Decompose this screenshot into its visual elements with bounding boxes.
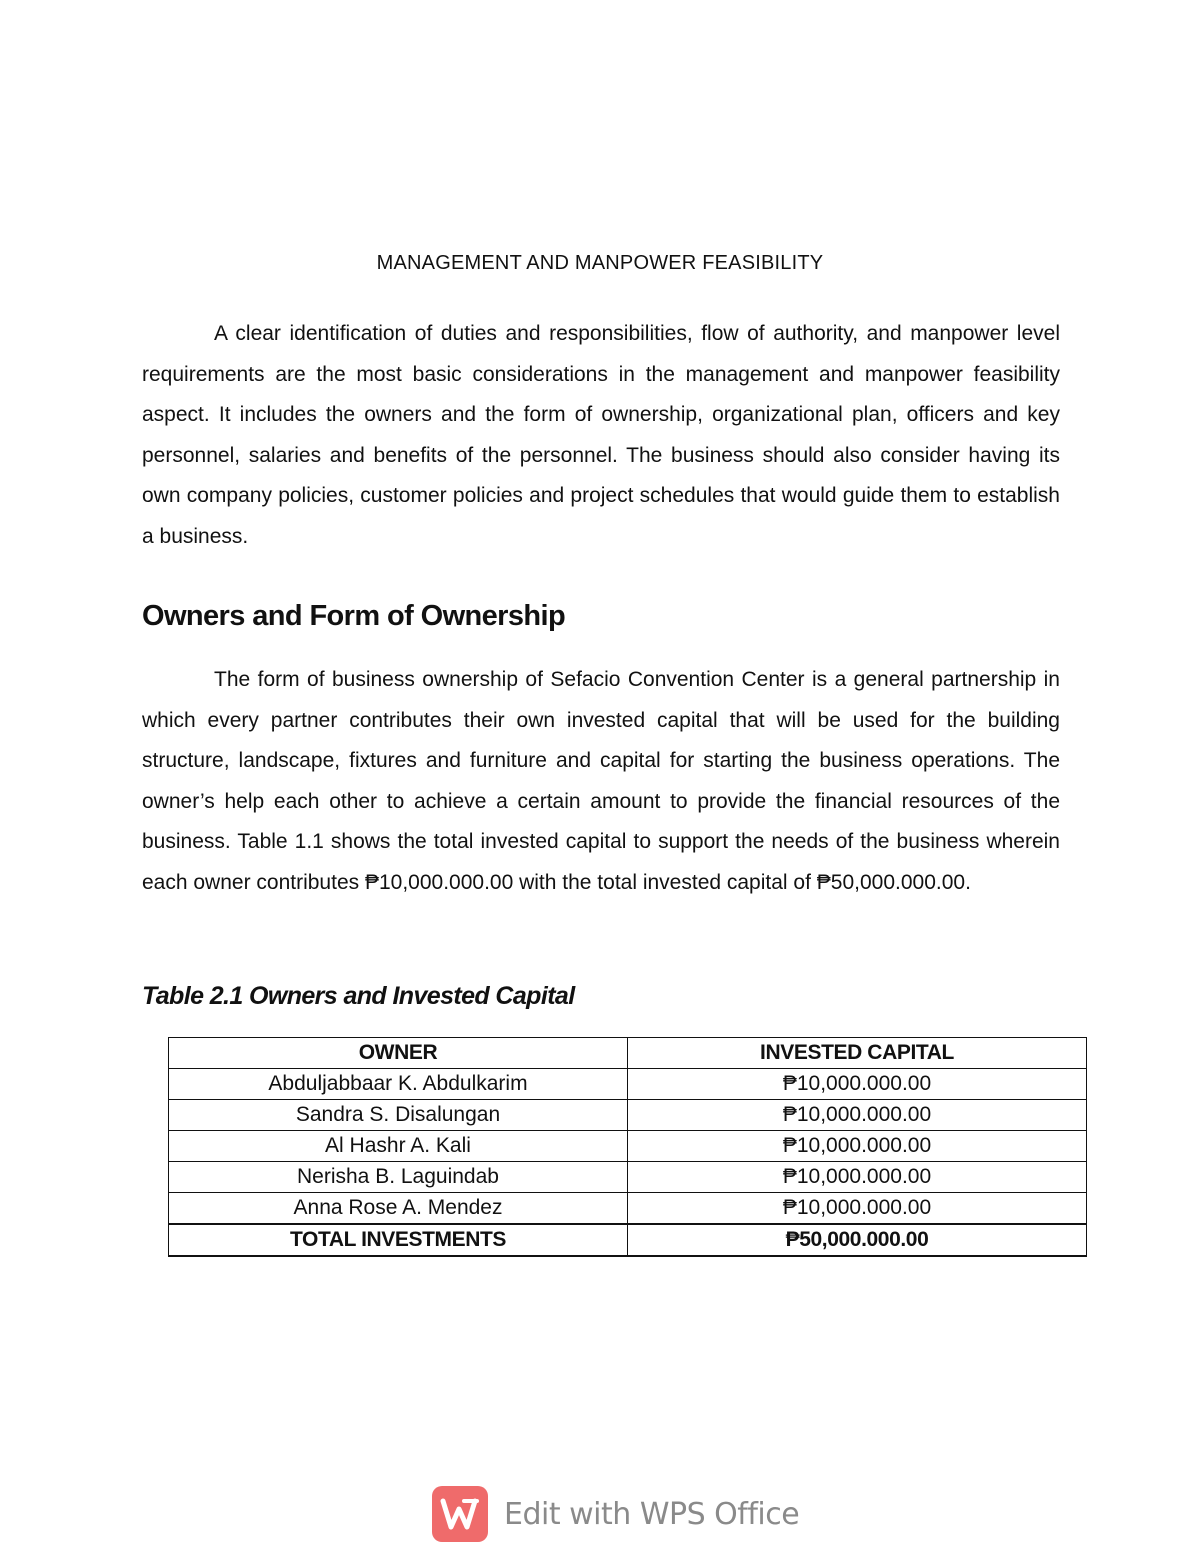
table-row — [169, 1162, 1087, 1193]
owner-cell: Al Hashr A. Kali — [169, 1131, 628, 1162]
total-capital-cell: ₱50,000.000.00 — [628, 1224, 1087, 1256]
owner-cell: Abduljabbaar K. Abdulkarim — [169, 1069, 628, 1100]
table-header-row — [169, 1038, 1087, 1069]
document-title: MANAGEMENT AND MANPOWER FEASIBILITY — [376, 252, 824, 274]
table-row — [169, 1131, 1087, 1162]
capital-cell: ₱10,000.000.00 — [628, 1131, 1087, 1162]
capital-cell: ₱10,000.000.00 — [628, 1100, 1087, 1131]
column-header-owner: OWNER — [169, 1038, 628, 1069]
owner-cell: Anna Rose A. Mendez — [169, 1193, 628, 1225]
section-heading: Owners and Form of Ownership — [142, 600, 566, 632]
owner-cell: Nerisha B. Laguindab — [169, 1162, 628, 1193]
table-row — [169, 1193, 1087, 1225]
ownership-paragraph: The form of business ownership of Sefacio Convention Center is a general partnership in which every partner contributes their own invested capital that will be used for the building structure, landscape, fixtures and furniture and capital for starting the business operations. The owner’s help each other to achieve a certain amount to provide the financial resources of the business. Table 1.1 shows the total invested capital to support the needs of the business wherein each owner contributes ₱10,000.000.00 with the total invested capital of ₱50,000.000.00. — [142, 668, 1060, 894]
capital-cell: ₱10,000.000.00 — [628, 1069, 1087, 1100]
wps-logo-icon — [432, 1486, 488, 1542]
owner-cell: Sandra S. Disalungan — [169, 1100, 628, 1131]
capital-cell: ₱10,000.000.00 — [628, 1162, 1087, 1193]
table-row — [169, 1100, 1087, 1131]
intro-paragraph: A clear identification of duties and responsibilities, flow of authority, and manpower level requirements are the most basic considerations in the management and manpower feasibility aspect. It includes the owners and the form of ownership, organizational plan, officers and key personnel, salaries and benefits of the personnel. The business should also consider having its own company policies, customer policies and project schedules that would guide them to establish a business. — [142, 322, 1060, 548]
column-header-capital: INVESTED CAPITAL — [628, 1038, 1087, 1069]
total-label-cell: TOTAL INVESTMENTS — [169, 1224, 628, 1256]
wps-watermark[interactable] — [432, 1486, 799, 1542]
capital-cell: ₱10,000.000.00 — [628, 1193, 1087, 1225]
table-row — [169, 1069, 1087, 1100]
owners-capital-table — [168, 1037, 1087, 1257]
total-row — [169, 1224, 1087, 1256]
wps-watermark-text: Edit with WPS Office — [504, 1496, 800, 1532]
table-caption: Table 2.1 Owners and Invested Capital — [142, 982, 575, 1010]
